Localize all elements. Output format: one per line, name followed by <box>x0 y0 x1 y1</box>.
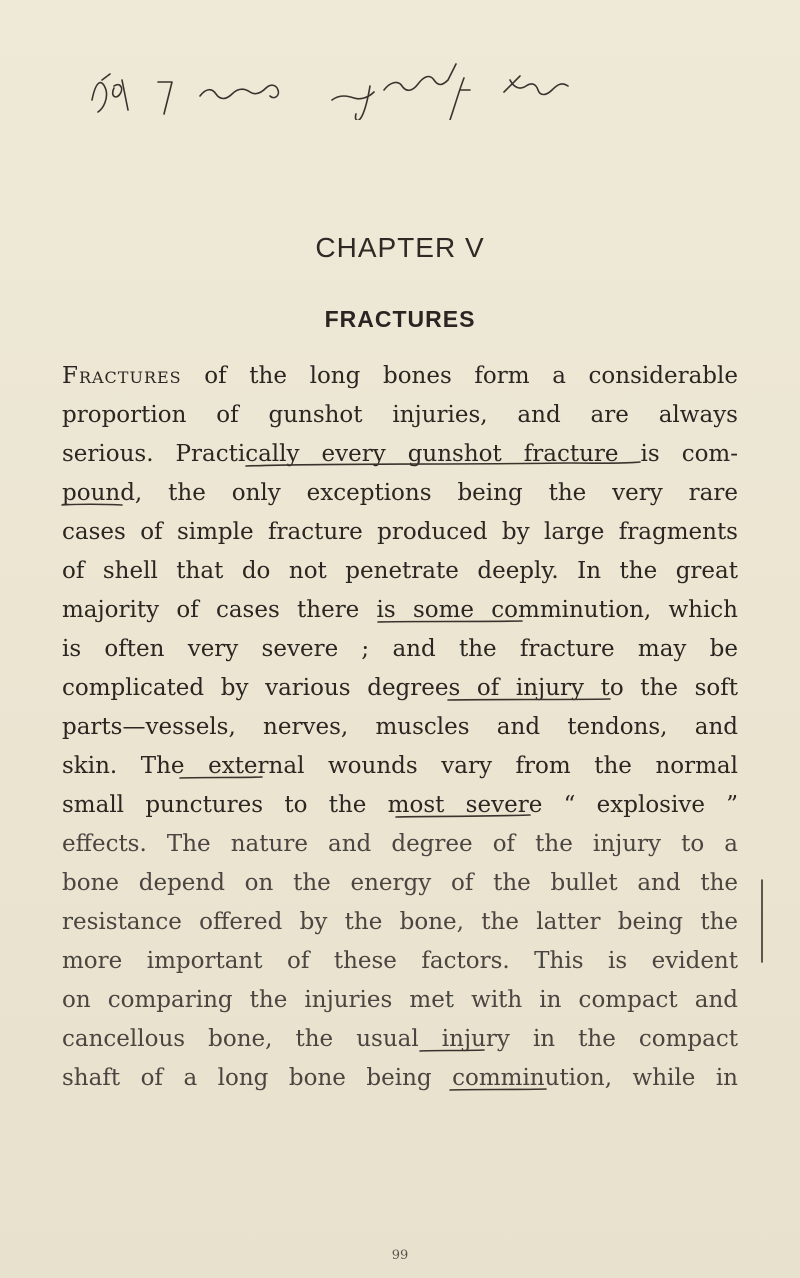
paragraph-line-19: shaft of a long bone being comminution, while in <box>62 1065 738 1091</box>
paragraph-line-15: resistance offered by the bone, the latter being the <box>62 909 738 935</box>
paragraph-line-16: more important of these factors. This is evident <box>62 948 738 974</box>
paragraph-line-18: cancellous bone, the usual injury in the compact <box>62 1026 738 1052</box>
paragraph-line-9: complicated by various degrees of injury to the soft <box>62 675 738 701</box>
paragraph-line-3: serious. Practically every gunshot fracture is com- <box>62 441 738 467</box>
paragraph-line-12: small punctures to the most severe “ explosive ” <box>62 792 738 818</box>
paragraph-line-1: Fractures of the long bones form a considerable <box>62 363 738 389</box>
handwritten-annotation <box>88 60 728 120</box>
paragraph-line-13: effects. The nature and degree of the injury to a <box>62 831 738 857</box>
paragraph-line-6: of shell that do not penetrate deeply. In the great <box>62 558 738 584</box>
paragraph-line-8: is often very severe ; and the fracture may be <box>62 636 738 662</box>
paragraph-line-4: pound, the only exceptions being the very rare <box>62 480 738 506</box>
chapter-heading: CHAPTER V <box>315 232 485 263</box>
chapter-title: FRACTURES <box>324 306 476 332</box>
paragraph-line-11: skin. The external wounds vary from the normal <box>62 753 738 779</box>
paragraph-line-5: cases of simple fracture produced by large fragments <box>62 519 738 545</box>
drop-word: Fractures <box>62 363 182 389</box>
paragraph-line-17: on comparing the injuries met with in compact and <box>62 987 738 1013</box>
paragraph-line-2: proportion of gunshot injuries, and are always <box>62 402 738 428</box>
page-number: 99 <box>391 1248 409 1263</box>
paragraph-line-14: bone depend on the energy of the bullet and the <box>62 870 738 896</box>
paragraph-line-10: parts—vessels, nerves, muscles and tendons, and <box>62 714 738 740</box>
paragraph-line-7: majority of cases there is some comminution, which <box>62 597 738 623</box>
